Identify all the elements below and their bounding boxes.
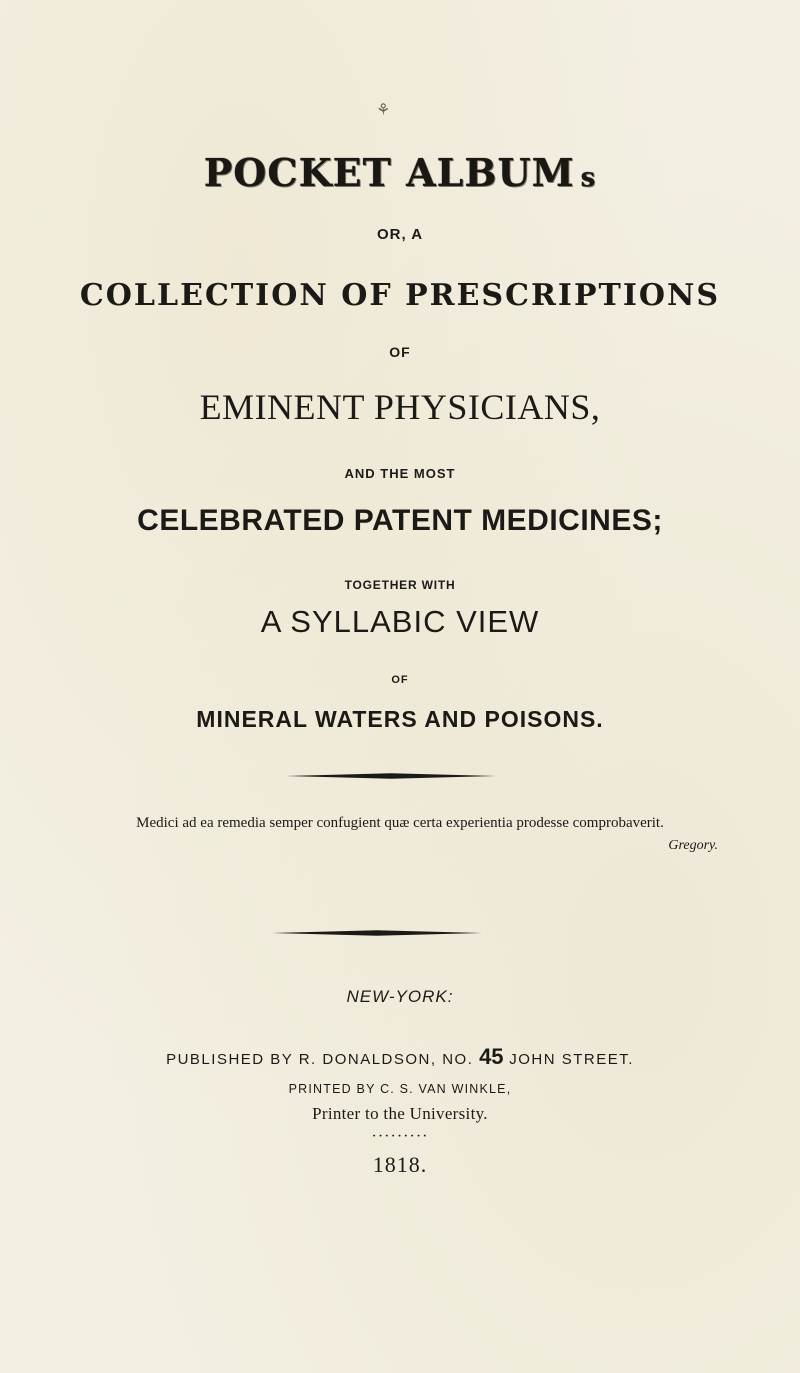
- imprint-printer: PRINTED BY C. S. VAN WINKLE,: [288, 1082, 512, 1096]
- connector-of-2: OF: [391, 674, 409, 686]
- collection-heading: COLLECTION OF PRESCRIPTIONS: [79, 278, 721, 313]
- epigraph-quote: Medici ad ea remedia semper confugient quæ certa experientia prodesse comprobaverit.: [136, 815, 664, 831]
- book-title-main: POCKET ALBUM: [203, 150, 575, 195]
- connector-of: OF: [389, 344, 411, 360]
- decorative-rule-top: [286, 773, 496, 779]
- patent-medicines-heading: CELEBRATED PATENT MEDICINES;: [137, 504, 663, 537]
- floral-ornament-icon: ⚘: [376, 102, 391, 119]
- eminent-physicians-heading: EMINENT PHYSICIANS,: [199, 387, 601, 427]
- connector-together-with: TOGETHER WITH: [344, 578, 456, 592]
- imprint-place: NEW-YORK:: [346, 987, 454, 1006]
- publisher-street-number: 45: [479, 1044, 504, 1069]
- dotted-separator: ·········: [371, 1128, 429, 1145]
- connector-and-the-most: AND THE MOST: [344, 466, 456, 481]
- epigraph-author: Gregory.: [668, 838, 718, 853]
- book-title: [0, 150, 800, 195]
- publisher-prefix: PUBLISHED BY R. DONALDSON, NO.: [166, 1051, 474, 1068]
- subtitle-or-a: OR, A: [376, 226, 424, 243]
- syllabic-view-heading: A SYLLABIC VIEW: [260, 604, 540, 639]
- book-title-suffix: s: [580, 163, 597, 193]
- decorative-rule-bottom: [272, 930, 482, 936]
- imprint-publisher: [0, 1044, 800, 1070]
- publisher-suffix: JOHN STREET.: [509, 1051, 634, 1068]
- imprint-year: 1818.: [372, 1152, 428, 1177]
- imprint-printer-title: Printer to the University.: [312, 1104, 488, 1123]
- mineral-waters-heading: MINERAL WATERS AND POISONS.: [196, 706, 604, 732]
